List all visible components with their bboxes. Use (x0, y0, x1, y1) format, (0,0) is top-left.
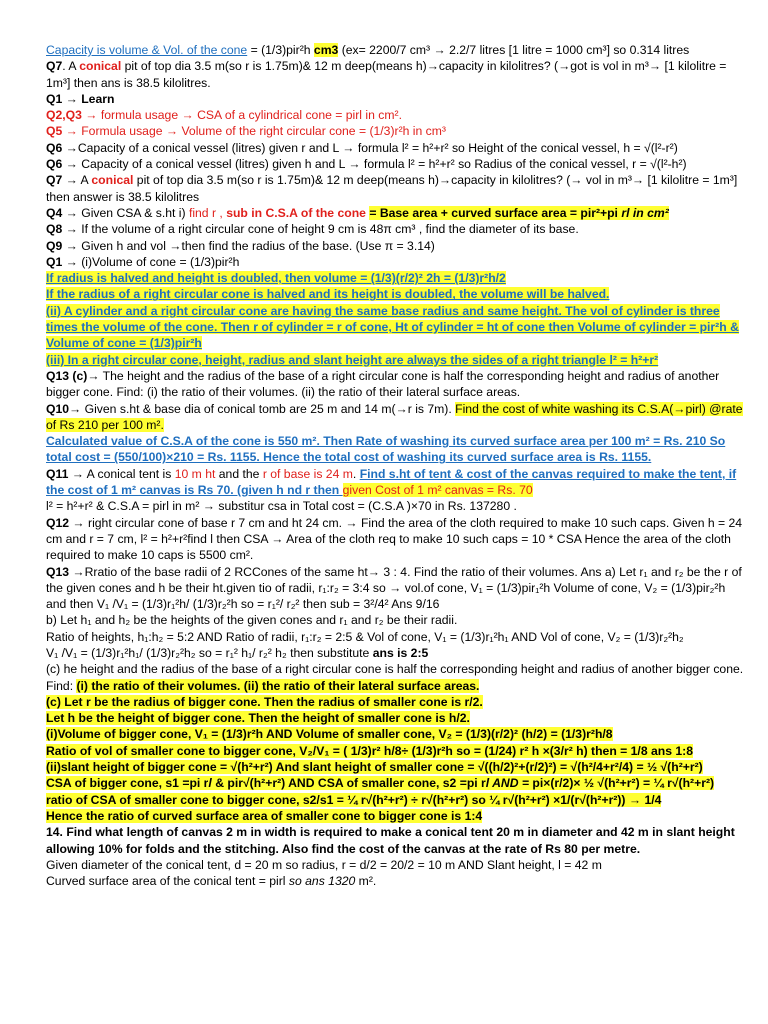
text-line (46, 808, 744, 824)
text-run: Q1 → Learn (46, 91, 115, 106)
text-line (46, 107, 744, 123)
text-run: . A (62, 59, 80, 74)
text-line (46, 629, 744, 645)
text-line (46, 140, 744, 156)
text-run: Find s.ht of tent & cost of the canvas required to make the tent, if the cost of 1 m² canvas is Rs 70. (given h nd r then (46, 466, 737, 498)
text-run: (c) Let r be the radius of bigger cone. Then the radius of smaller cone is r/2. (46, 694, 483, 709)
text-line (46, 221, 744, 237)
text-run: . (352, 466, 360, 481)
text-line (46, 254, 744, 270)
text-run: Q7 → (46, 173, 78, 188)
text-run: The height and the radius of the base of a right circular cone is half the corresponding height and radius of another bigger cone. Find: (i) the ratio of their volumes. (ii) the ratio of their lateral surface areas. (46, 368, 720, 400)
text-run: Q13 → (46, 564, 85, 579)
text-run: (ii) A cylinder and a right circular cone are having the same base radius and same height. The vol of cylinder is three times the volume of the cone. Then r of cylinder = r of cone, Ht of cylinder = ht of cone then Volume of cylinder = pir²h & Volume of cone = (1/3)pir²h (46, 303, 739, 351)
text-run: conical (91, 173, 134, 188)
text-line (46, 498, 744, 514)
text-run: & pir√(h²+r²) AND CSA of smaller cone, s2 =pi r (211, 776, 486, 791)
text-run: formula usage → CSA of a cylindrical cone = pirl in cm². (100, 108, 402, 123)
text-run: Q4 → (46, 205, 78, 220)
text-run: pit of top dia 3.5 m(so r is 1.75m)& 12 m deep(means h)→capacity in kilolitres? (→got is vol in m³→ [1 kilolitre = 1m³] then ans is 38.5 kilolitres. (46, 59, 727, 90)
text-run: sub in C.S.A of the cone (226, 205, 370, 220)
text-line (46, 352, 744, 368)
text-run: Find the cost of white washing its C.S.A(→pirl) @rate of Rs 210 per 100 m². (46, 401, 743, 432)
text-run: l² = h²+r² & C.S.A = pirl in m² → substitur csa in Total cost = (C.S.A )×70 in Rs. 137280 . (46, 499, 517, 514)
text-line (46, 286, 744, 302)
text-line (46, 645, 744, 661)
text-line (46, 270, 744, 286)
text-run: Q12 → (46, 515, 85, 530)
text-line (46, 205, 744, 221)
text-run: Capacity of a conical vessel (litres) given r and L → formula l² = h²+r² so Height of the conical vessel, h = √(l²-r²) (77, 140, 678, 155)
text-line (46, 156, 744, 172)
text-run: (ii)slant height of bigger cone = √(h²+r²) And slant height of smaller cone = √((h/2)²+(r/2)²) = √(h²/4+r²/4) = ½ √(h²+r²) (46, 760, 703, 775)
text-line (46, 433, 744, 466)
text-line (46, 515, 744, 564)
text-run: Capacity is volume & Vol. of the cone (46, 43, 248, 57)
text-run: m². (355, 874, 377, 889)
text-run: ans is 2:5 (372, 645, 429, 660)
text-run: A conical tent is (83, 466, 175, 481)
text-run: Q5 → (46, 124, 82, 139)
text-run: so ans 1320 (288, 874, 356, 889)
text-line (46, 694, 744, 710)
text-run: Given diameter of the conical tent, d = 20 m so radius, r = d/2 = 20/2 = 10 m AND Slant height, l = 42 m (46, 857, 602, 872)
text-run: Rratio of the base radii of 2 RCCones of the same ht→ 3 : 4. Find the ratio of their volumes. Ans a) Let r₁ and r₂ be the r of the given cones and h be their ht.given tio of radii, r₁:r₂ = 3:4 so → vol.of cone, V₁ = (1/3)pir₁²h Volume of cone, V₂ = (1/3)pir₂²h and then V₁ /V₁ = (1/3)r₁²h/ (1/3)r₂²h so = r₁²/ r₂² then sub = 3²/4² Ans 9/16 (46, 564, 742, 612)
text-run: Formula usage → Volume of the right circular cone = (1/3)r²h in cm³ (81, 124, 446, 139)
text-run: (iii) In a right circular cone, height, radius and slant height are always the sides of a right triangle l² = h²+r² (46, 352, 659, 367)
text-line (46, 759, 744, 775)
text-run: right circular cone of base r 7 cm and ht 24 cm. → Find the area of the cloth required to make 10 such caps. Given h = 24 cm and r = 7 cm, l² = h²+r²find l then CSA → Area of the cloth req to make 10 such caps = 10 * CSA Hence the area of the cloth required to make 10 caps is 5500 cm². (46, 515, 743, 563)
text-run: If radius is halved and height is doubled, then volume = (1/3)(r/2)² 2h = (1/3)r²h/2 (46, 271, 506, 286)
text-run: Q11 → (46, 466, 84, 481)
text-run: Given s.ht & base dia of conical tomb are 25 m and 14 m(→r is 7m). (81, 401, 456, 416)
text-run: rl in cm² (621, 205, 669, 220)
text-run: (i) the ratio of their volumes. (ii) the ratio of their lateral surface areas. (76, 678, 480, 693)
text-line (46, 857, 744, 873)
text-run: Ratio of heights, h₁:h₂ = 5:2 AND Ratio of radii, r₁:r₂ = 2:5 & Vol of cone, V₁ = (1/3)r₁²h₁ AND Vol of cone, V₂ = (1/3)r₂²h₂ (46, 629, 684, 644)
text-line (46, 775, 744, 791)
text-line (46, 873, 744, 889)
text-run: A (77, 173, 92, 188)
text-run: If the radius of a right circular cone is halved and its height is doubled, the volume will be halved. (46, 287, 610, 302)
text-run: find r , (188, 205, 227, 220)
text-run: Let h be the height of bigger cone. Then the height of smaller cone is h/2. (46, 711, 470, 726)
text-line (46, 792, 744, 808)
text-run: l AND = (485, 776, 533, 791)
text-run: = Base area + curved surface area = pir²+pi (369, 205, 622, 220)
text-run: and the (215, 466, 263, 481)
text-run: conical (79, 59, 122, 74)
text-run: Capacity of a conical vessel (litres) given h and L → formula l² = h²+r² so Radius of the conical vessel, r = √(l²-h²) (77, 157, 687, 172)
text-run: Q13 (c)→ (46, 368, 100, 383)
text-run: CSA of bigger cone, s1 =pi r (46, 776, 209, 791)
text-run: ratio of CSA of smaller cone to bigger cone, s2/s1 = ¼ r√(h²+r²) ÷ r√(h²+r²) so ¼ r√(h²+r²) ×1/(r√(h²+r²)) → 1/4 (46, 792, 662, 807)
text-run: Q6 → (46, 140, 78, 155)
text-run: pi×(r/2)× ½ √(h²+r²) = ¼ r√(h²+r²) (532, 776, 715, 791)
text-line (46, 368, 744, 401)
text-run: Curved surface area of the conical tent = pirl (46, 874, 289, 889)
text-line (46, 123, 744, 139)
text-line (46, 303, 744, 352)
text-run: Given h and vol →then find the radius of the base. (Use π = 3.14) (77, 238, 435, 253)
text-run: Given CSA & s.ht i) (77, 205, 189, 220)
text-run: (ex= 2200/7 cm³ → 2.2/7 litres [1 litre = 1000 cm³] so 0.314 litres (338, 43, 690, 57)
text-run: Q2,Q3 → (46, 108, 101, 123)
text-run: pit of top dia 3.5 m(so r is 1.75m)& 12 m deep(means h)→capacity in kilolitres? (→ vol in m³→ [1 kilolitre = 1m³] then answer is 38.5 kilolitres (46, 173, 738, 204)
text-run: (i)Volume of cone = (1/3)pir²h (77, 254, 240, 269)
text-run: l (208, 776, 212, 791)
text-line (46, 42, 744, 58)
text-run: Ratio of vol of smaller cone to bigger cone, V₂/V₁ = ( 1/3)r² h/8÷ (1/3)r²h so = (1/24) r² h ×(3/r² h) then = 1/8 ans 1:8 (46, 743, 693, 758)
text-run: Calculated value of C.S.A of the cone is 550 m². Then Rate of washing its curved surface area per 100 m² = Rs. 210 So total cost = (550/100)×210 = Rs. 1155. Hence the total cost of washing its curved surface area is Rs. 1155. (46, 434, 726, 465)
text-run: Q7 (46, 59, 63, 74)
text-run: Q6 → (46, 157, 78, 172)
text-line (46, 743, 744, 759)
text-run: = (1/3)pir²h (247, 43, 314, 57)
text-run: r of base is 24 m (262, 466, 353, 481)
text-run: cm3 (313, 43, 339, 57)
text-line (46, 238, 744, 254)
text-line (46, 564, 744, 613)
text-run: (i)Volume of bigger cone, V₁ = (1/3)r²h AND Volume of smaller cone, V₂ = (1/3)(r/2)² (h/2) = (1/3)r²h/8 (46, 727, 613, 742)
text-line (46, 661, 744, 694)
text-run: given Cost of 1 m² canvas = Rs. 70 (342, 483, 533, 498)
text-line (46, 612, 744, 628)
text-run: (c) he height and the radius of the base of a right circular cone is half the corresponding height and radius of another bigger cone. Find: (46, 662, 744, 693)
text-run: Q9 → (46, 238, 78, 253)
text-line (46, 91, 744, 107)
text-line (46, 710, 744, 726)
text-line (46, 726, 744, 742)
text-line (46, 172, 744, 205)
text-run: 14. Find what length of canvas 2 m in width is required to make a conical tent 20 m in diameter and 42 m in slant height allowing 10% for folds and the stitching. Also find the cost of the canvas at the rate of Rs 80 per metre. (46, 825, 735, 856)
text-run: Q1 → (46, 254, 78, 269)
text-run: Q10→ (46, 401, 82, 416)
text-line (46, 466, 744, 499)
text-run: Q8 → (46, 222, 78, 237)
text-line (46, 58, 744, 91)
text-run: Hence the ratio of curved surface area of smaller cone to bigger cone is 1:4 (46, 808, 483, 823)
text-run: b) Let h₁ and h₂ be the heights of the given cones and r₁ and r₂ be their radii. (46, 613, 458, 628)
text-run: V₁ /V₁ = (1/3)r₁²h₁/ (1/3)r₂²h₂ so = r₁² h₁/ r₂² h₂ then substitute (46, 645, 373, 660)
text-run: 10 m ht (174, 466, 216, 481)
text-line (46, 401, 744, 434)
text-run: If the volume of a right circular cone of height 9 cm is 48π cm³ , find the diameter of its base. (77, 222, 579, 237)
text-line (46, 824, 744, 857)
